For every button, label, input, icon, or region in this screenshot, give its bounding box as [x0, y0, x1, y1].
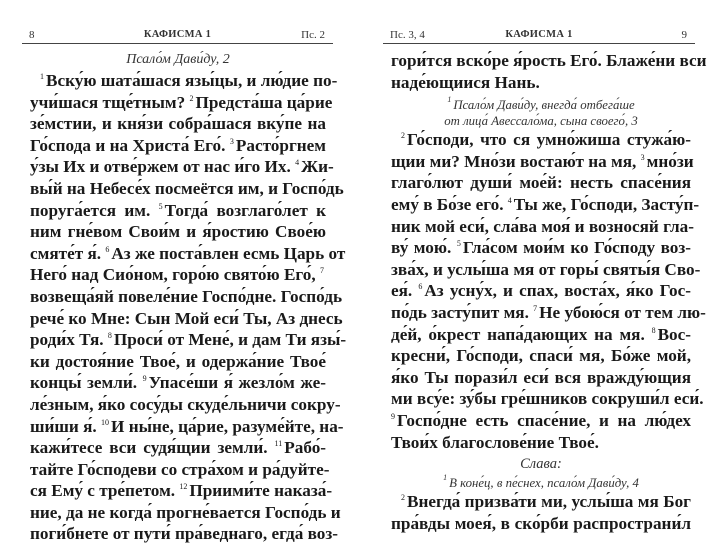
text-line: учи́шася тще́тным? $^2$ Предста́ша ца́рие: [30, 92, 333, 112]
text-line: де́й, о́крест напа́дающих на мя. $^8$ Вос-: [391, 324, 692, 344]
text-line: $^9$ Госпо́дне есть спасе́ние, и на лю́дех: [391, 410, 691, 430]
text-line: гори́тся вско́ре я́рость Его́. Блаже́ни вси: [391, 51, 707, 70]
right-text-block: [391, 50, 707, 534]
verse-number: 8: [107, 331, 112, 341]
text-line: ник мой еси́, сла́ва моя́ и возносяй гла-: [391, 216, 695, 236]
psalm-reference: Пс. 3, 4: [390, 29, 425, 41]
text-line: смяте́т я́. $^6$ Аз же поста́влен есмь Царь от: [30, 243, 346, 263]
verse-number: 7: [533, 303, 538, 313]
psalm-heading: $^1$ Псало́м Дави́ду, внегда́ отбега́ше: [447, 95, 635, 113]
psalm-heading: $^1$ В коне́ц, в пе́снех, псало́м Дави́ду, 4: [443, 473, 639, 491]
running-title: КАФИСМА 1: [143, 29, 212, 40]
text-line: $^2$ Го́споди, что ся умно́жиша стужа́ю-: [401, 130, 691, 150]
text-line: ши́ши я́. $^{10}$ И ны́не, ца́рие, разуме́йте, на-: [30, 416, 344, 436]
verse-number: 11: [274, 439, 283, 449]
running-title: КАФИСМА 1: [505, 29, 573, 40]
text-line: ле́зным, я́ко сосу́ды скуде́льничи сокру-: [30, 394, 341, 414]
text-line: рече́ ко Мне: Сын Мой еси́ Ты, Аз днесь: [30, 308, 343, 328]
verse-number: 9: [142, 374, 147, 384]
text-line: $^2$ Внегда́ призва́ти ми, услы́ша мя Бог: [401, 492, 691, 512]
left-page: [0, 0, 358, 544]
page-number: 9: [681, 29, 687, 41]
text-line: Твои́х благослове́ние Твое́.: [391, 432, 599, 452]
verse-number: 5: [456, 239, 461, 249]
verse-number: 4: [295, 158, 300, 168]
verse-number: 9: [391, 411, 395, 421]
header-rule: [22, 43, 333, 44]
right-running-head: [383, 29, 695, 43]
text-line: наде́ющиися Нань.: [391, 72, 540, 92]
verse-number: 5: [158, 201, 163, 211]
left-running-head: [22, 29, 333, 43]
psalm-reference: Пс. 2: [301, 29, 325, 41]
text-line: ву́ мою́. $^5$ Гла́сом мои́м ко Го́споду воз-: [391, 238, 691, 258]
text-line: ся Ему́ с тре́петом. $^{12}$ Приими́те наказа́-: [30, 481, 333, 501]
verse-number: 3: [229, 136, 234, 146]
text-line: ние, да не когда́ прогне́вается Госпо́дь и: [30, 502, 341, 522]
verse-number: 12: [179, 482, 188, 492]
text-line: я́ко Ты порази́л еси́ вся вражду́ющия: [391, 367, 691, 387]
verse-number: 7: [320, 266, 325, 276]
text-line: по́дь засту́пит мя. $^7$ Не убою́ся от тем лю-: [391, 302, 706, 322]
text-line: пра́вды моея́, в ско́рби распространи́л: [391, 513, 691, 533]
page-number: 8: [29, 29, 35, 41]
text-line: роди́х Тя. $^8$ Проси́ от Мене́, и дам Ти язы́-: [30, 330, 347, 350]
text-line: поги́бнете от пути́ пра́веднаго, егда́ воз-: [30, 524, 338, 544]
text-line: концы́ земли́. $^9$ Упасе́ши я́ жезло́м же-: [30, 373, 326, 393]
verse-number: 1: [443, 473, 448, 483]
verse-number: 1: [447, 95, 452, 105]
text-line: тайте Го́сподеви со стра́хом и ра́дуйте-: [30, 459, 330, 479]
verse-number: 6: [105, 244, 110, 254]
header-rule: [383, 43, 695, 44]
text-line: ея́. $^6$ Аз усну́х, и спах, воста́х, я́ко Гос-: [391, 281, 691, 301]
text-line: ми всу́е: зу́бы гре́шников сокруши́л еси́.: [391, 389, 704, 409]
verse-number: 6: [418, 282, 423, 292]
verse-number: 10: [101, 417, 110, 427]
verse-number: 1: [40, 72, 44, 81]
text-line: вы́й на Небесе́х посмеётся им, и Госпо́дь: [30, 178, 344, 198]
text-line: Него́ над Сио́ном, горо́ю свято́ю Его́, $^7$: [30, 265, 325, 285]
text-line: у́зы Их и отве́ржем от нас и́го Их. $^4$ Жи-: [30, 157, 334, 177]
left-text-block: [30, 50, 347, 545]
psalm-heading-line: от лица́ Авессало́ма, сына своего́, 3: [444, 114, 638, 129]
text-line: щии ми? Мно́зи востаю́т на мя, $^3$ мно́зи: [391, 151, 694, 171]
text-line: поруга́ется им. $^5$ Тогда́ возглаго́лет к: [30, 200, 327, 220]
verse-number: 4: [507, 195, 512, 205]
text-line: ему́ в Бо́зе его́. $^4$ Ты же, Го́споди, Засту́п-: [391, 194, 700, 214]
verse-number: 3: [640, 152, 645, 162]
text-line: зе́мстии, и кня́зи собра́шася вку́пе на: [30, 114, 326, 134]
text-line: ним гне́вом Свои́м и я́ростию Свое́ю: [30, 222, 326, 242]
text-line: Го́спода и на Христа́ Его́. $^3$ Расто́ргнем: [30, 135, 326, 155]
text-line: глаго́лют души́ мое́й: несть спасе́ния: [391, 173, 691, 193]
verse-number: 2: [189, 93, 194, 103]
slava-heading: Слава:: [520, 456, 562, 473]
verse-number: 8: [651, 325, 656, 335]
right-page: [358, 0, 717, 540]
text-line: возвеща́яй повеле́ние Госпо́дне. Госпо́дь: [30, 286, 343, 306]
verse-number: 2: [401, 493, 405, 503]
text-line: зва́х, и услы́ша мя от горы́ святы́я Сво-: [391, 259, 701, 279]
text-line: $^1$ Вску́ю шата́шася язы́цы, и лю́дие по-: [40, 71, 338, 90]
verse-number: 2: [401, 131, 405, 141]
text-line: кресни́, Го́споди, спаси́ мя, Бо́же мой,: [391, 346, 691, 366]
text-line: кажи́тесе вси судя́щии земли́. $^{11}$ Рабо́-: [30, 438, 327, 458]
text-line: ки достоя́ние Твое́, и одержа́ние Твое́: [30, 351, 326, 371]
psalm-heading: Псало́м Дави́ду, 2: [126, 52, 230, 67]
